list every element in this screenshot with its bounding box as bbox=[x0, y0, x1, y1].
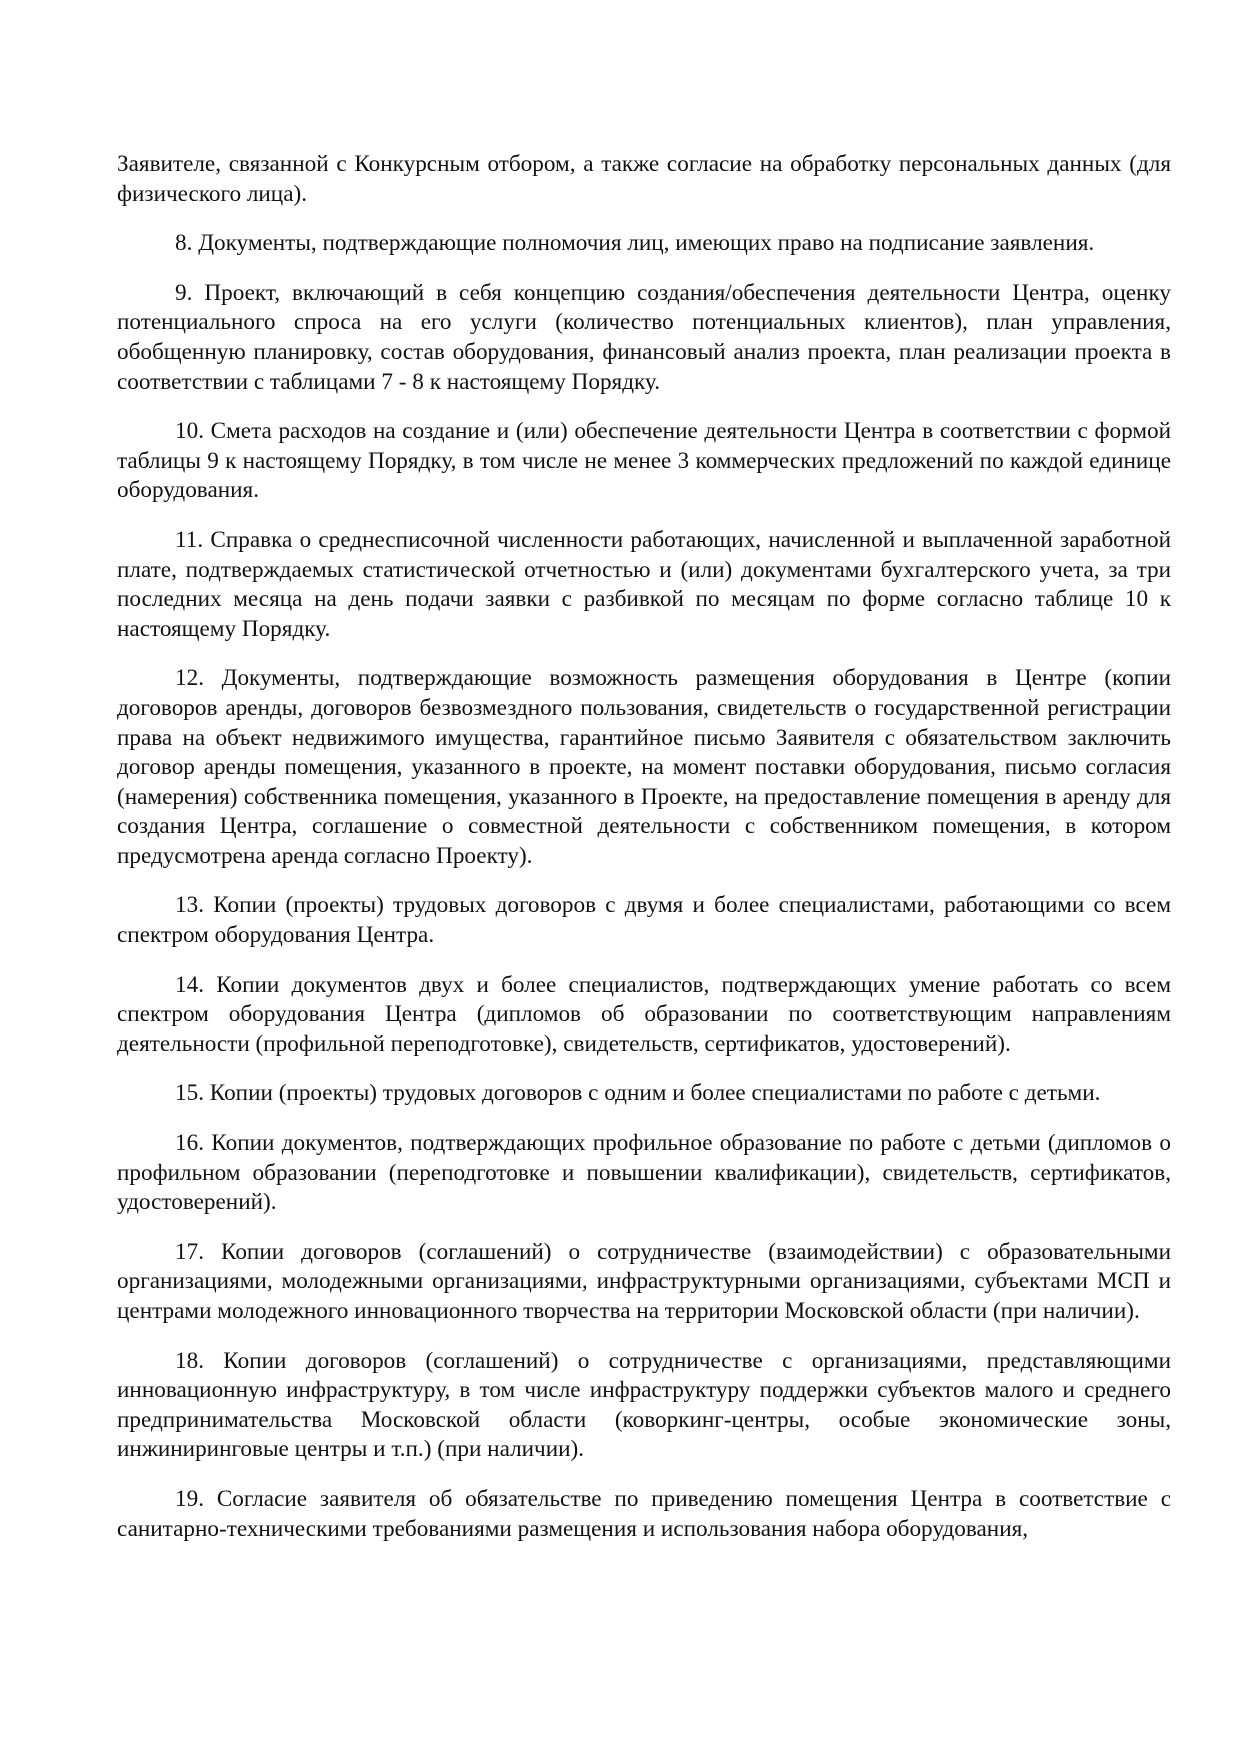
paragraph-item-8: 8. Документы, подтверждающие полномочия лиц, имеющих право на подписание заявления. bbox=[175, 230, 1095, 257]
document-page bbox=[117, 150, 1171, 1544]
paragraph-gap bbox=[117, 1465, 1171, 1485]
paragraph-gap bbox=[117, 644, 1171, 664]
paragraph-item-12: 12. Документы, подтверждающие возможность размещения оборудования в Центре (копии договоров аренды, договоров безвозмездного пользования, свидетельств о государственной регистрации права на объект недвижимого имущества, гарантийное письмо Заявителя с обязательством заключить договор аренды помещения, указанного в проекте, на момент поставки оборудования, письмо согласия (намерения) собственника помещения, указанного в Проекте, на предоставление помещения в аренду для создания Центра, соглашение о совместной деятельности с собственником помещения, в котором предусмотрена аренда согласно Проекту). bbox=[117, 665, 1171, 869]
paragraph-gap bbox=[117, 1218, 1171, 1238]
paragraph-gap bbox=[117, 1109, 1171, 1129]
paragraph-item-9: 9. Проект, включающий в себя концепцию создания/обеспечения деятельности Центра, оценку потенциального спроса на его услуги (количество потенциальных клиентов), план управления, обобщенную планировку, состав оборудования, финансовый анализ проекта, план реализации проекта в соответствии с таблицами 7 - 8 к настоящему Порядку. bbox=[117, 279, 1171, 395]
paragraph-item-13: 13. Копии (проекты) трудовых договоров с двумя и более специалистами, работающими со всем спектром оборудования Центра. bbox=[117, 892, 1171, 949]
paragraph-item-14: 14. Копии документов двух и более специалистов, подтверждающих умение работать со всем спектром оборудования Центра (дипломов об образовании по соответствующим направлениям деятельности (профильной переподготовке), свидетельств, сертификатов, удостоверений). bbox=[117, 971, 1171, 1057]
paragraph-item-17: 17. Копии договоров (соглашений) о сотрудничестве (взаимодействии) с образовательными организациями, молодежными организациями, инфраструктурными организациями, субъектами МСП и центрами молодежного инновационного творчества на территории Московской области (при наличии). bbox=[117, 1238, 1171, 1324]
paragraph-gap bbox=[117, 871, 1171, 891]
paragraph-gap bbox=[117, 1059, 1171, 1079]
paragraph-gap bbox=[117, 951, 1171, 971]
paragraph-item-15: 15. Копии (проекты) трудовых договоров с одним и более специалистами по работе с детьми. bbox=[175, 1080, 1101, 1107]
paragraph-gap bbox=[117, 397, 1171, 417]
paragraph-continuation: Заявителе, связанной с Конкурсным отбором, а также согласие на обработку персональных данных (для физического лица). bbox=[117, 151, 1171, 207]
paragraph-item-18: 18. Копии договоров (соглашений) о сотрудничестве с организациями, представляющими инновационную инфраструктуру, в том числе инфраструктуру поддержки субъектов малого и среднего предпринимательства Московской области (коворкинг-центры, особые экономические зоны, инжиниринговые центры и т.п.) (при наличии). bbox=[117, 1347, 1171, 1463]
paragraph-item-19: 19. Согласие заявителя об обязательстве по приведению помещения Центра в соответствие с санитарно-техническими требованиями размещения и использования набора оборудования, bbox=[117, 1485, 1171, 1542]
paragraph-gap bbox=[117, 1327, 1171, 1347]
paragraph-gap bbox=[117, 506, 1171, 526]
paragraph-item-16: 16. Копии документов, подтверждающих профильное образование по работе с детьми (дипломов о профильном образовании (переподготовке и повышении квалификации), свидетельств, сертификатов, удостоверений). bbox=[117, 1130, 1171, 1216]
paragraph-item-10: 10. Смета расходов на создание и (или) обеспечение деятельности Центра в соответствии с формой таблицы 9 к настоящему Порядку, в том числе не менее 3 коммерческих предложений по каждой единице оборудования. bbox=[117, 418, 1171, 504]
paragraph-gap bbox=[117, 259, 1171, 279]
paragraph-item-11: 11. Справка о среднесписочной численности работающих, начисленной и выплаченной заработной плате, подтверждаемых статистической отчетностью и (или) документами бухгалтерского учета, за три последних месяца на день подачи заявки с разбивкой по месяцам по форме согласно таблице 10 к настоящему Порядку. bbox=[117, 526, 1171, 642]
paragraph-gap bbox=[117, 209, 1171, 229]
